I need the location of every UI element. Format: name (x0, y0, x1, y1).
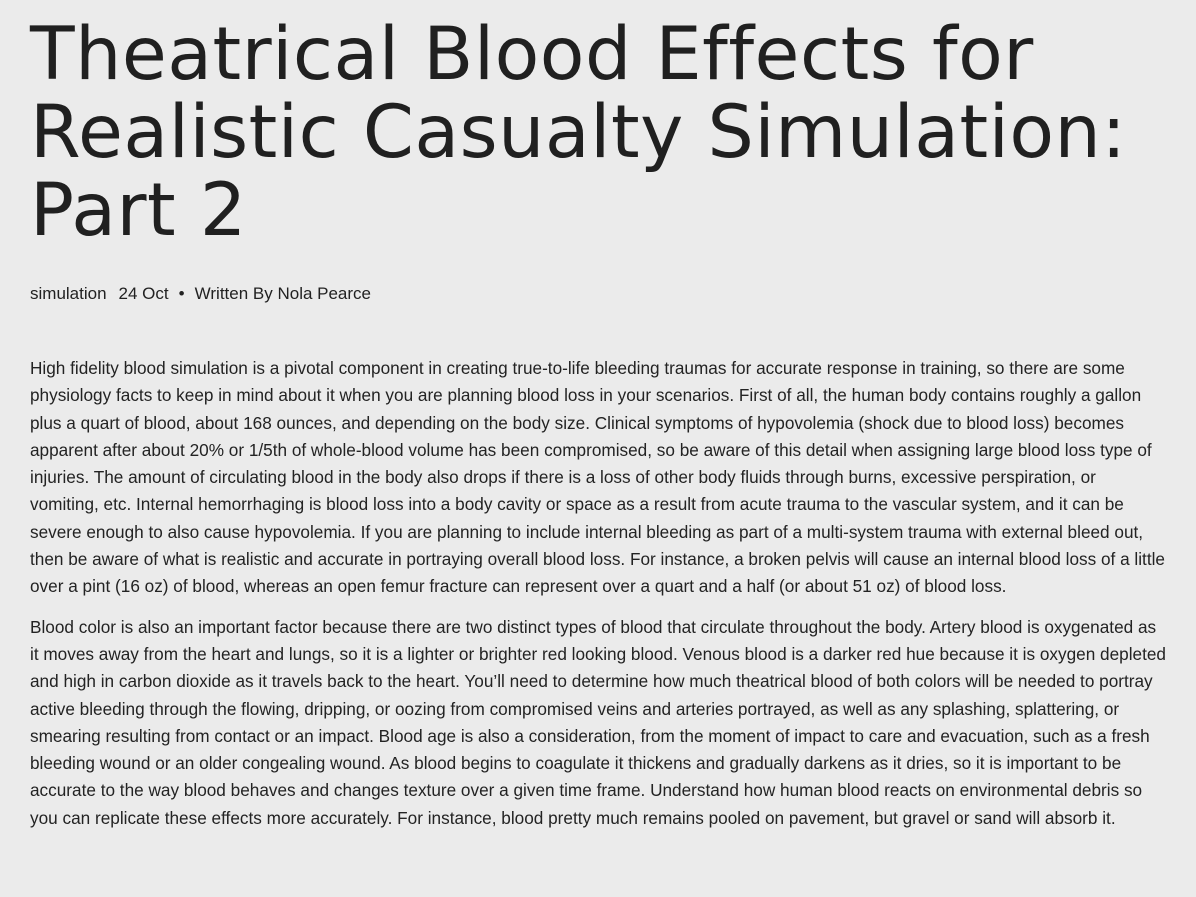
post-date: 24 Oct (118, 284, 169, 303)
page-title: Theatrical Blood Effects for Realistic Casualty Simulation: Part 2 (30, 12, 1127, 253)
meta-separator: • (178, 284, 185, 303)
paragraph: Blood color is also an important factor because there are two distinct types of blood that circulate throughout the body. Artery blood is oxygenated as it moves away from the heart and lungs, so it is a lighter or brighter red looking blood. Venous blood is a darker red hue because it is oxygen depleted and high in carbon dioxide as it travels back to the heart. You’ll need to determine how much theatrical blood of both colors will be needed to portray active bleeding through the flowing, dripping, or oozing from compromised veins and arteries portrayed, as well as any splashing, splattering, or smearing resulting from contact or an impact. Blood age is also a consideration, from the moment of impact to care and evacuation, such as a fresh bleeding wound or an older congealing wound. As blood begins to coagulate it thickens and gradually darkens as it dries, so it is important to be accurate to the way blood behaves and changes texture over a given time frame. Understand how human blood reacts on environmental debris so you can replicate these effects more accurately. For instance, blood pretty much remains pooled on pavement, but gravel or sand will absorb it. (30, 616, 1166, 828)
paragraph: High fidelity blood simulation is a pivotal component in creating true-to-life bleeding traumas for accurate response in training, so there are some physiology facts to keep in mind about it when you are planning blood loss in your scenarios. First of all, the human body contains roughly a gallon plus a quart of blood, about 168 ounces, and depending on the body size. Clinical symptoms of hypovolemia (shock due to blood loss) becomes apparent after about 20% or 1/5th of whole-blood volume has been compromised, so be aware of this detail when assigning large blood loss type of injuries. The amount of circulating blood in the body also drops if there is a loss of other body fluids through burns, excessive perspiration, or vomiting, etc. Internal hemorrhaging is blood loss into a body cavity or space as a result from acute trauma to the vascular system, and it can be severe enough to also cause hypovolemia. If you are planning to include internal bleeding as part of a multi-system trauma with external bleed out, then be aware of what is realistic and accurate in portraying overall blood loss. For instance, a broken pelvis will cause an internal blood loss of a little over a pint (16 oz) of blood, whereas an open femur fracture can represent over a quart and a half (or about 51 oz) of blood loss. (30, 358, 1165, 597)
author-byline: Written By Nola Pearce (194, 284, 372, 303)
article-body (30, 355, 1168, 832)
category-link[interactable]: simulation (30, 284, 107, 303)
post-meta (30, 283, 1166, 305)
